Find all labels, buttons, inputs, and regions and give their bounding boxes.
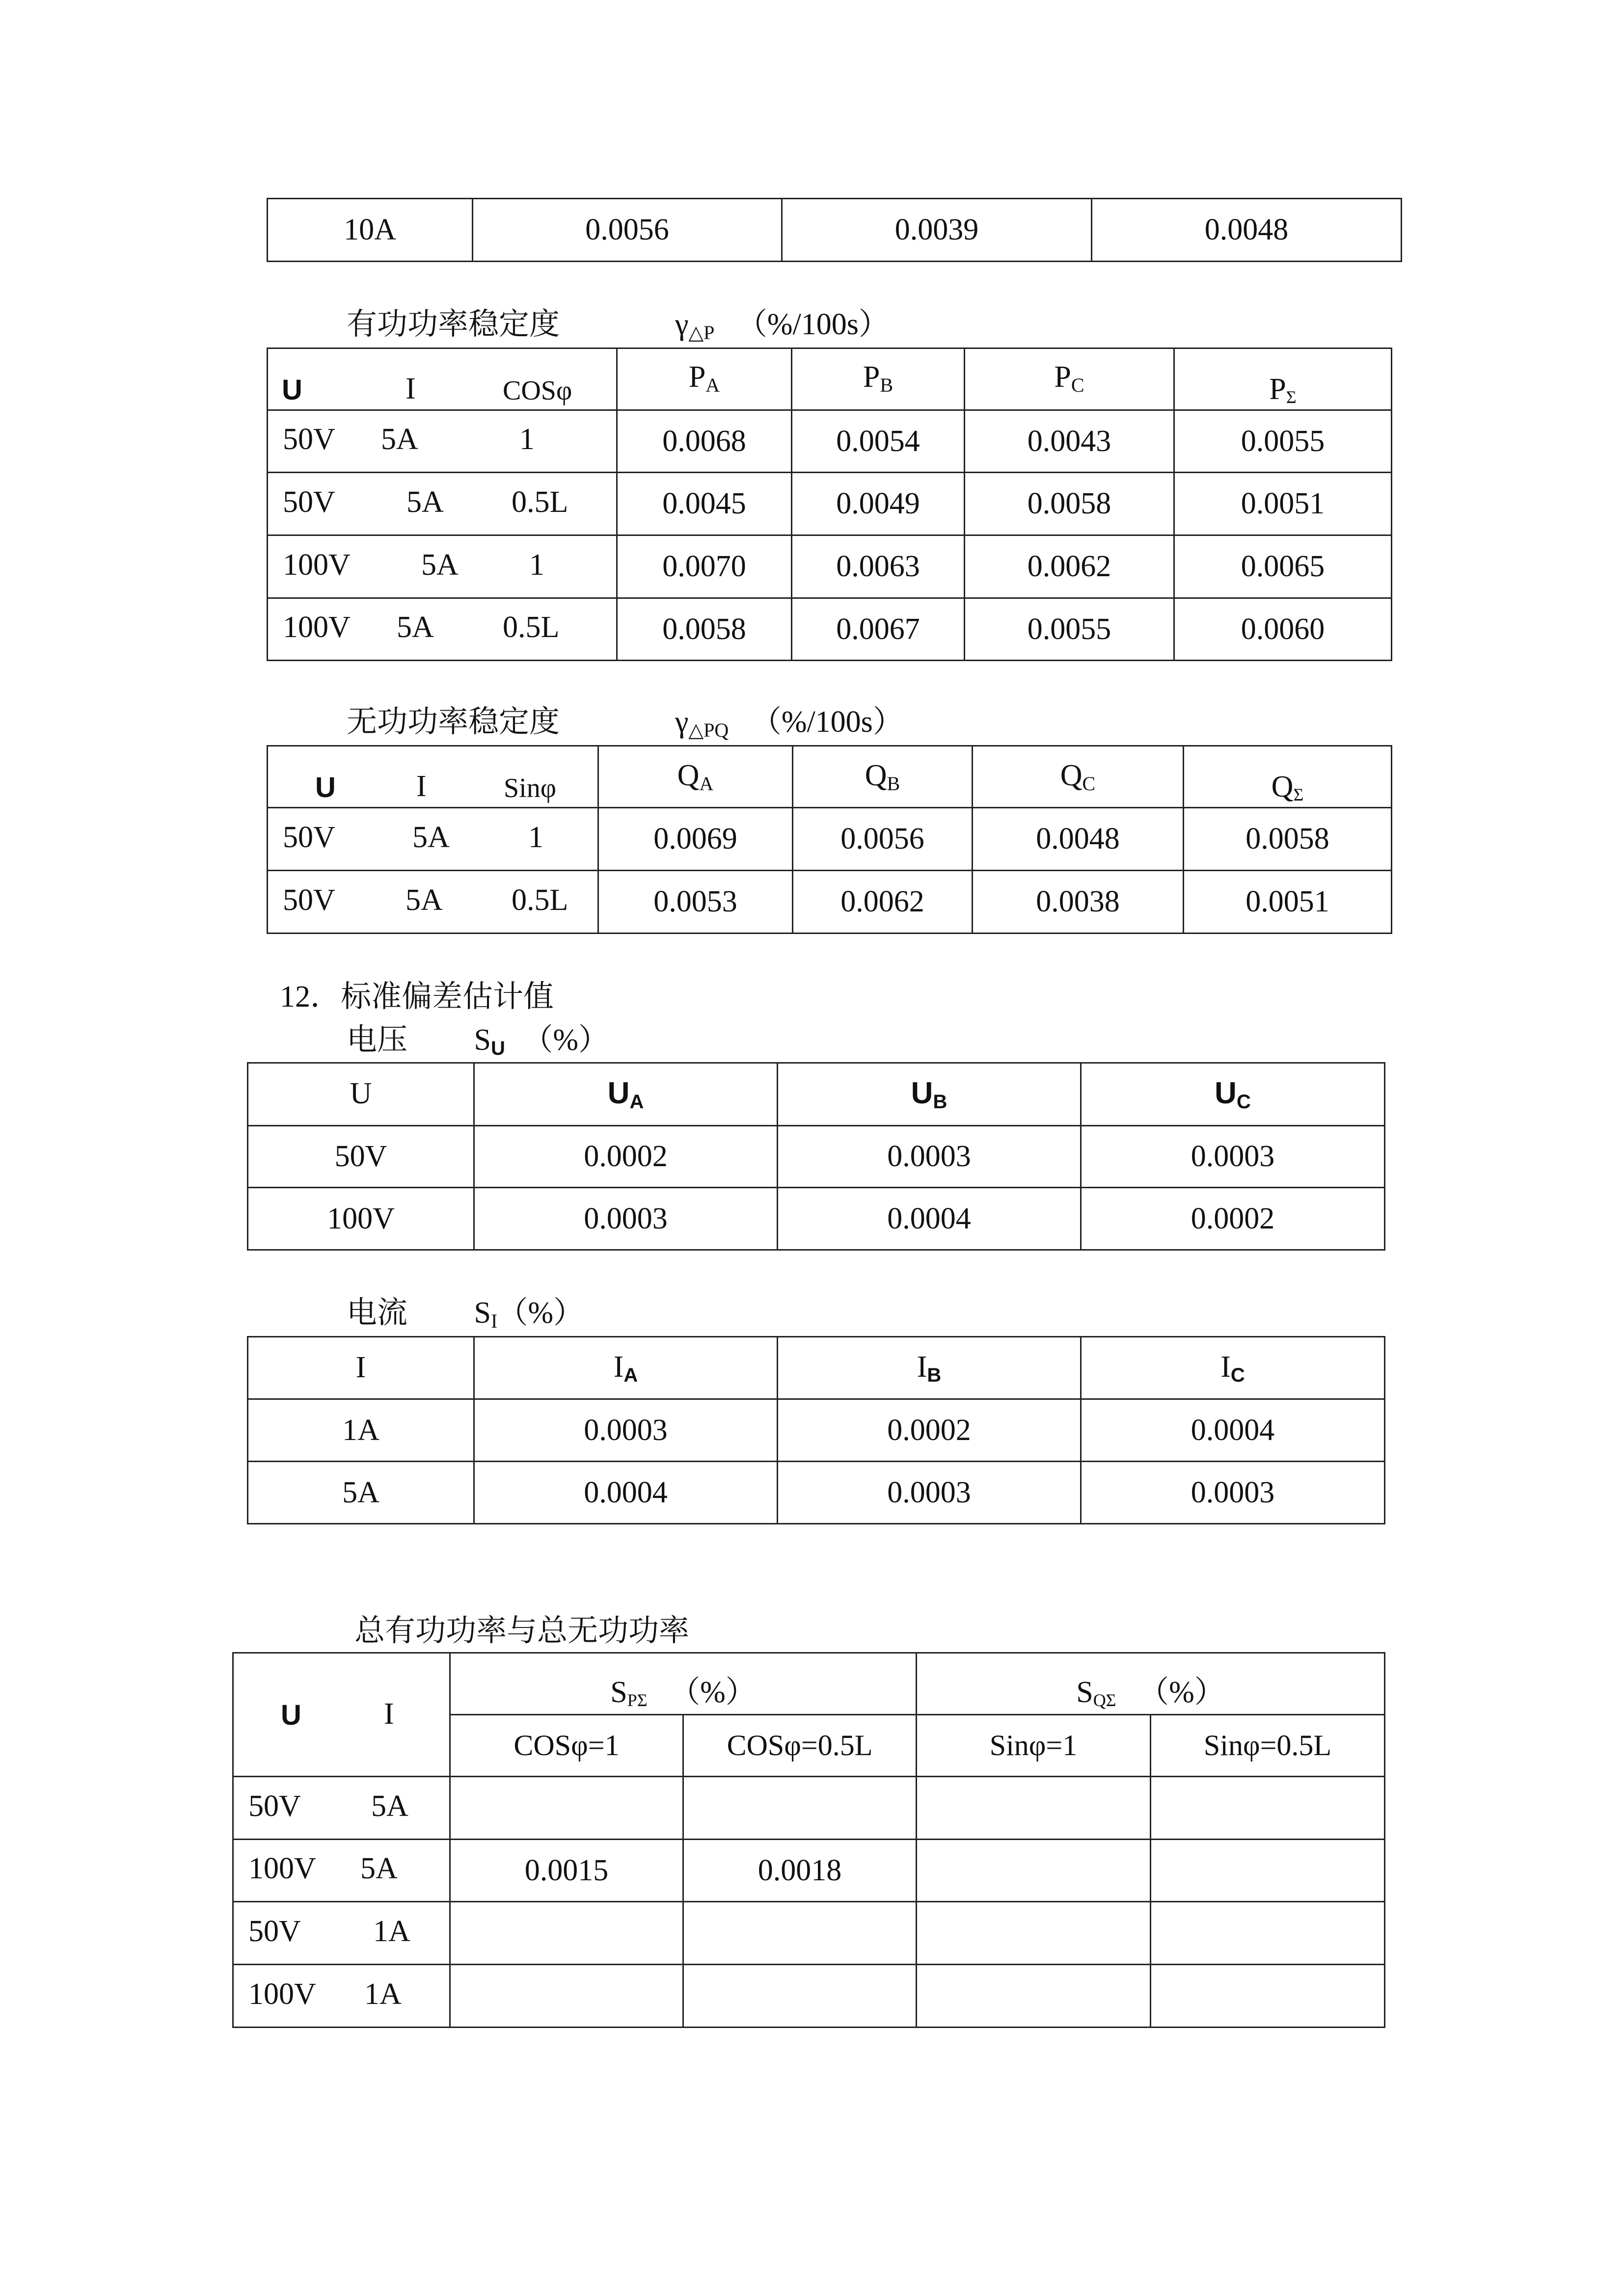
value-cell [917, 1777, 1151, 1840]
table-header-row [233, 1653, 1385, 1715]
header-qc [973, 746, 1184, 808]
row-factor: 0.5L [512, 485, 568, 519]
header-ub-letter: U [911, 1076, 933, 1110]
value-cell: 0.0004 [474, 1462, 778, 1524]
header-pc-letter: P [1054, 360, 1071, 394]
table-row [268, 871, 1392, 934]
row-current: 5A [360, 1852, 398, 1885]
table-row [268, 199, 1402, 262]
row-params [268, 473, 617, 535]
value-cell: 0.0058 [1184, 808, 1392, 871]
header-ub-sub: B [933, 1091, 947, 1113]
header-qa-sub: A [699, 773, 714, 795]
row-params [233, 1777, 450, 1840]
value-cell [683, 1965, 917, 2028]
row-current: 5A [412, 821, 450, 854]
header-ps [1174, 348, 1392, 410]
header-qs-sub: Σ [1293, 785, 1304, 804]
value-cell: 0.0049 [792, 473, 965, 535]
header-sq [917, 1653, 1385, 1715]
table-row [248, 1399, 1385, 1462]
value-cell: 0.0063 [792, 535, 965, 598]
header-ib-sub: B [927, 1364, 942, 1386]
header-qb [793, 746, 973, 808]
header-pa-sub: A [705, 374, 720, 396]
current-cell: 5A [248, 1462, 474, 1524]
header-qb-sub: B [887, 773, 900, 795]
value-cell: 0.0055 [1174, 410, 1392, 473]
header-i: I [406, 372, 416, 405]
value-cell [683, 1777, 917, 1840]
voltage-label-text: 电压 [347, 1023, 408, 1057]
header-ib [778, 1337, 1081, 1399]
value-cell: 0.0051 [1174, 473, 1392, 535]
row-params [268, 871, 598, 934]
value-cell: 0.0070 [617, 535, 792, 598]
gamma-subscript: △PQ [688, 719, 729, 741]
current-unit: （%） [497, 1296, 584, 1330]
table-row [248, 1126, 1385, 1188]
value-cell: 0.0003 [474, 1399, 778, 1462]
row-current: 5A [371, 1789, 408, 1823]
reactive-power-unit: （%/100s） [751, 705, 903, 739]
reactive-power-title [347, 707, 560, 737]
value-cell: 0.0043 [965, 410, 1174, 473]
header-i: I [416, 770, 427, 803]
header-i: I [384, 1697, 394, 1731]
header-uc [1081, 1063, 1385, 1126]
header-pb-sub: B [880, 374, 893, 396]
header-qa-letter: Q [677, 759, 700, 792]
total-power-title [354, 1616, 689, 1646]
voltage-cell: 100V [248, 1188, 474, 1250]
value-cell: 0.0062 [965, 535, 1174, 598]
row-factor: 1 [529, 548, 544, 582]
header-ic-sub: C [1230, 1364, 1245, 1386]
voltage-symbol-sub: U [491, 1038, 505, 1059]
header-ic [1081, 1337, 1385, 1399]
value-cell: 0.0004 [1081, 1399, 1385, 1462]
row-params [233, 1902, 450, 1965]
row-voltage: 50V [283, 883, 335, 917]
header-uc-letter: U [1215, 1076, 1237, 1110]
row-current: 5A [406, 485, 444, 519]
current-label [347, 1298, 584, 1331]
section-12-title-text: 12．标准偏差估计值 [280, 980, 554, 1014]
row-factor: 1 [528, 821, 543, 854]
value-cell [450, 1965, 683, 2028]
header-i: I [248, 1337, 474, 1399]
row-current: 5A [421, 548, 459, 582]
value-cell: 0.0003 [1081, 1462, 1385, 1524]
value-cell: 0.0060 [1174, 598, 1392, 661]
header-sq-letter: S [1076, 1676, 1093, 1709]
current-table [247, 1336, 1385, 1524]
value-cell: 0.0003 [778, 1462, 1081, 1524]
value-cell: 0.0048 [973, 808, 1184, 871]
value-cell: 0.0062 [793, 871, 973, 934]
header-ua [474, 1063, 778, 1126]
header-sp-letter: S [610, 1676, 627, 1709]
table-row [233, 1840, 1385, 1902]
value-cell: 0.0039 [782, 199, 1092, 262]
table-header-row [268, 348, 1392, 410]
row-voltage: 50V [283, 485, 335, 519]
header-u-i [233, 1653, 450, 1777]
table-header-row [248, 1337, 1385, 1399]
row-voltage: 50V [248, 1915, 301, 1948]
header-ub [778, 1063, 1081, 1126]
value-cell: 0.0004 [778, 1188, 1081, 1250]
voltage-label [347, 1025, 609, 1058]
value-cell: 0.0018 [683, 1840, 917, 1902]
header-pc-sub: C [1071, 374, 1084, 396]
value-cell: 0.0038 [973, 871, 1184, 934]
value-cell: 0.0054 [792, 410, 965, 473]
value-cell: 0.0053 [598, 871, 793, 934]
header-sp [450, 1653, 917, 1715]
row-voltage: 100V [248, 1852, 316, 1885]
value-cell: 0.0003 [474, 1188, 778, 1250]
header-u-i-cos [268, 348, 617, 410]
header-qa [598, 746, 793, 808]
voltage-cell: 50V [248, 1126, 474, 1188]
table-row [233, 1777, 1385, 1840]
value-cell: 0.0067 [792, 598, 965, 661]
row-params [268, 535, 617, 598]
gamma-symbol: γ [675, 308, 689, 341]
header-sp-sub: PΣ [627, 1690, 648, 1710]
value-cell [917, 1965, 1151, 2028]
header-sin-05: Sinφ=0.5L [1151, 1715, 1385, 1777]
gamma-subscript: △P [688, 321, 715, 344]
value-cell: 0.0002 [1081, 1188, 1385, 1250]
value-cell [450, 1902, 683, 1965]
row-params [268, 410, 617, 473]
header-ic-letter: I [1220, 1350, 1231, 1384]
value-cell: 0.0002 [474, 1126, 778, 1188]
header-qb-letter: Q [865, 759, 887, 792]
row-params [233, 1965, 450, 2028]
voltage-table [247, 1062, 1385, 1251]
row-current: 5A [406, 883, 443, 917]
value-cell: 0.0056 [793, 808, 973, 871]
row-factor: 0.5L [503, 611, 560, 644]
current-cell: 1A [248, 1399, 474, 1462]
row-params [233, 1840, 450, 1902]
value-cell: 0.0015 [450, 1840, 683, 1902]
gamma-symbol: γ [675, 705, 689, 739]
header-pc [965, 348, 1174, 410]
value-cell [1151, 1965, 1385, 2028]
value-cell: 0.0056 [473, 199, 782, 262]
value-cell: 0.0002 [778, 1399, 1081, 1462]
header-cos-1: COSφ=1 [450, 1715, 683, 1777]
section-12-title [280, 982, 554, 1012]
table-header-row [248, 1063, 1385, 1126]
value-cell [450, 1777, 683, 1840]
table-header-row [268, 746, 1392, 808]
header-ib-letter: I [917, 1350, 927, 1384]
header-pa [617, 348, 792, 410]
table-row [248, 1188, 1385, 1250]
header-ps-sub: Σ [1286, 387, 1297, 407]
header-sq-sub: QΣ [1093, 1690, 1116, 1710]
reactive-power-symbol [675, 707, 903, 740]
header-uc-sub: C [1236, 1091, 1251, 1113]
value-cell: 0.0069 [598, 808, 793, 871]
header-u: U [315, 772, 336, 803]
value-cell [917, 1902, 1151, 1965]
total-power-title-text: 总有功功率与总无功功率 [354, 1614, 690, 1648]
header-cos: COSφ [503, 375, 572, 406]
active-power-unit: （%/100s） [736, 308, 889, 341]
table-row [233, 1902, 1385, 1965]
header-sq-unit: （%） [1138, 1676, 1225, 1709]
header-u: U [282, 374, 302, 406]
header-qs [1184, 746, 1392, 808]
current-symbol-sub: I [491, 1310, 498, 1332]
header-cos-05: COSφ=0.5L [683, 1715, 917, 1777]
value-cell: 0.0048 [1092, 199, 1402, 262]
header-qc-letter: Q [1060, 759, 1083, 792]
row-current: 1A [364, 1977, 402, 2011]
table-row [233, 1965, 1385, 2028]
value-cell: 0.0058 [965, 473, 1174, 535]
reactive-power-table [267, 745, 1392, 934]
current-error-table-tail [267, 198, 1402, 262]
value-cell [917, 1840, 1151, 1902]
value-cell: 0.0045 [617, 473, 792, 535]
current-label-text: 电流 [347, 1296, 408, 1330]
value-cell [1151, 1902, 1385, 1965]
value-cell: 0.0068 [617, 410, 792, 473]
row-voltage: 50V [283, 423, 335, 456]
header-sp-unit: （%） [670, 1676, 756, 1709]
header-u-i-sin [268, 746, 598, 808]
header-u: U [248, 1063, 474, 1126]
header-u: U [281, 1699, 301, 1731]
total-power-table [232, 1652, 1385, 2028]
header-ua-letter: U [607, 1076, 630, 1110]
active-power-symbol [675, 309, 889, 343]
header-sin-1: Sinφ=1 [917, 1715, 1151, 1777]
active-power-title-text: 有功功率稳定度 [347, 308, 560, 341]
table-row [268, 535, 1392, 598]
header-ia-sub: A [623, 1364, 638, 1386]
header-sin: Sinφ [504, 773, 557, 803]
voltage-symbol: S [474, 1023, 491, 1057]
value-cell: 0.0055 [965, 598, 1174, 661]
header-pb [792, 348, 965, 410]
row-voltage: 50V [283, 821, 335, 854]
row-factor: 0.5L [512, 883, 568, 917]
table-row [268, 808, 1392, 871]
table-row [248, 1462, 1385, 1524]
row-voltage: 100V [283, 611, 351, 644]
row-current: 5A [381, 423, 418, 456]
row-voltage: 100V [283, 548, 351, 582]
current-symbol: S [474, 1296, 491, 1330]
current-cell: 10A [268, 199, 473, 262]
header-pa-letter: P [688, 360, 706, 394]
row-current: 5A [397, 611, 434, 644]
value-cell: 0.0065 [1174, 535, 1392, 598]
voltage-unit: （%） [522, 1023, 609, 1057]
value-cell: 0.0058 [617, 598, 792, 661]
header-ia-letter: I [613, 1350, 624, 1384]
table-row [268, 598, 1392, 661]
header-ia [474, 1337, 778, 1399]
row-voltage: 50V [248, 1789, 301, 1823]
value-cell: 0.0051 [1184, 871, 1392, 934]
row-current: 1A [373, 1915, 410, 1948]
row-params [268, 808, 598, 871]
header-ps-letter: P [1269, 373, 1286, 406]
row-params [268, 598, 617, 661]
header-qc-sub: C [1082, 773, 1096, 795]
header-qs-letter: Q [1271, 770, 1294, 803]
header-ua-sub: A [629, 1091, 644, 1113]
reactive-power-title-text: 无功功率稳定度 [347, 705, 560, 739]
active-power-table [267, 347, 1392, 661]
active-power-title [347, 309, 560, 340]
table-row [268, 473, 1392, 535]
value-cell: 0.0003 [1081, 1126, 1385, 1188]
header-pb-letter: P [863, 360, 880, 394]
value-cell: 0.0003 [778, 1126, 1081, 1188]
value-cell [683, 1902, 917, 1965]
value-cell [1151, 1840, 1385, 1902]
row-factor: 1 [519, 423, 535, 456]
row-voltage: 100V [248, 1977, 316, 2011]
value-cell [1151, 1777, 1385, 1840]
table-row [268, 410, 1392, 473]
